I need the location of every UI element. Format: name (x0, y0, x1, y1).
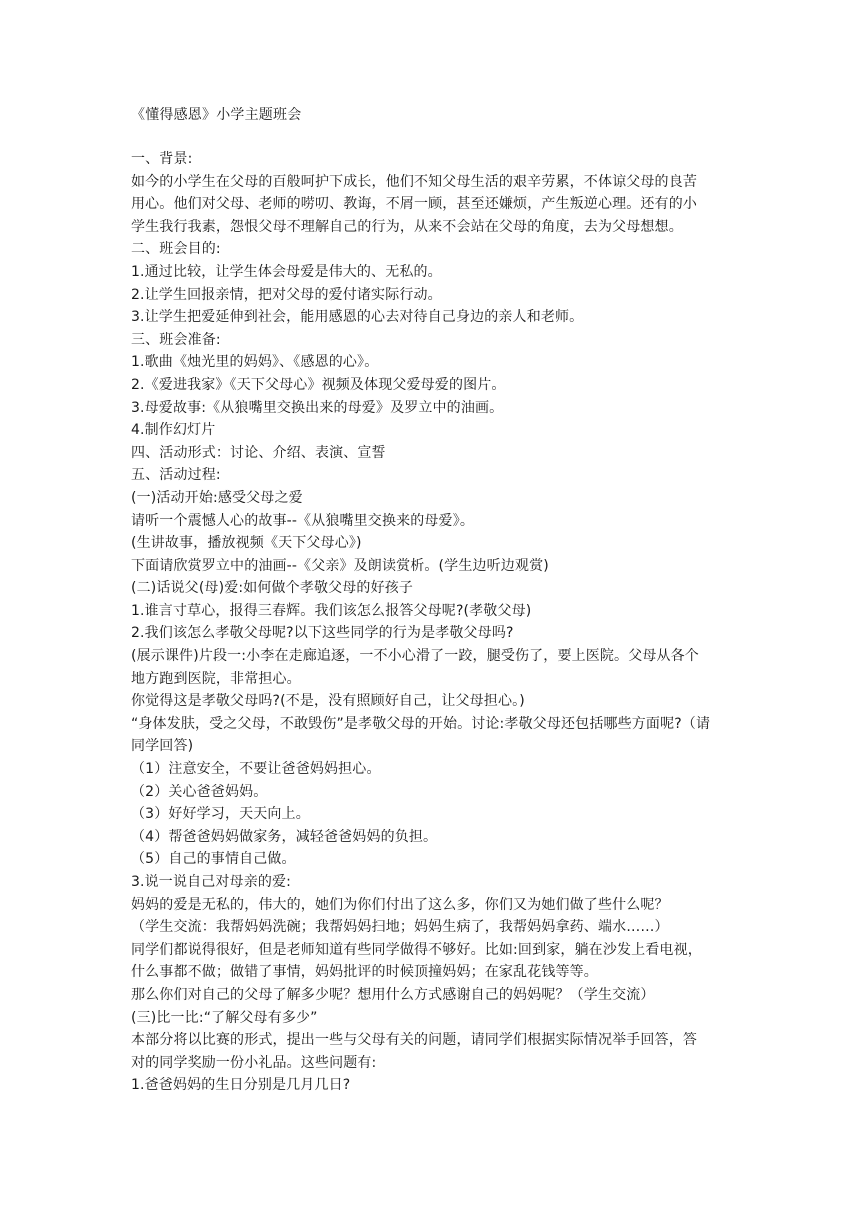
text-line: （学生交流：我帮妈妈洗碗；我帮妈妈扫地；妈妈生病了，我帮妈妈拿药、端水……） (131, 919, 669, 936)
text-line: 那么你们对自己的父母了解多少呢？想用什么方式感谢自己的妈妈呢？（学生交流） (131, 986, 655, 1003)
text-line: 2.我们该怎么孝敬父母呢?以下这些同学的行为是孝敬父母吗? (131, 625, 514, 642)
text-line: 同学们都说得很好，但是老师知道有些同学做得不够好。比如:回到家，躺在沙发上看电视， (131, 941, 702, 958)
text-line: (一)活动开始:感受父母之爱 (131, 489, 303, 506)
text-line: 学生我行我素，怨恨父母不理解自己的行为，从来不会站在父母的角度，去为父母想想。 (131, 218, 683, 235)
text-line: (二)话说父(母)爱:如何做个孝敬父母的好孩子 (131, 580, 414, 597)
text-line: 下面请欣赏罗立中的油画--《父亲》及朗读赏析。(学生边听边观赏) (131, 557, 549, 574)
text-line: 如今的小学生在父母的百般呵护下成长，他们不知父母生活的艰辛劳累，不体谅父母的良苦 (131, 173, 697, 190)
text-line: 什么事都不做；做错了事情，妈妈批评的时候顶撞妈妈；在家乱花钱等等。 (131, 964, 598, 981)
text-line: 妈妈的爱是无私的，伟大的，她们为你们付出了这么多，你们又为她们做了些什么呢？ (131, 896, 669, 913)
text-line: 3.母爱故事:《从狼嘴里交换出来的母爱》及罗立中的油画。 (131, 399, 504, 416)
text-line: （4）帮爸爸妈妈做家务，减轻爸爸妈妈的负担。 (131, 828, 438, 845)
text-line: (展示课件)片段一:小李在走廊追逐，一不小心滑了一跤，腿受伤了，要上医院。父母从各个 (131, 648, 699, 665)
text-line: 同学回答) (131, 738, 194, 755)
text-line: 三、班会准备: (131, 331, 221, 348)
text-line: 一、背景: (131, 151, 193, 167)
document-body (131, 148, 735, 1097)
text-line: (生讲故事，播放视频《天下父母心》) (131, 535, 362, 552)
text-line: “身体发肤，受之父母，不敢毁伤”是孝敬父母的开始。讨论:孝敬父母还包括哪些方面呢?（请 (131, 715, 711, 732)
text-line: 3.让学生把爱延伸到社会，能用感恩的心去对待自己身边的亲人和老师。 (131, 309, 584, 326)
text-line: （5）自己的事情自己做。 (131, 851, 296, 868)
text-line: 2.《爱进我家》《天下父母心》视频及体现父爱母爱的图片。 (131, 376, 506, 393)
text-line: 本部分将以比赛的形式，提出一些与父母有关的问题，请同学们根据实际情况举手回答，答 (131, 1032, 697, 1049)
text-line: 对的同学奖励一份小礼品。这些问题有: (131, 1054, 377, 1071)
text-line: 4.制作幻灯片 (131, 422, 216, 439)
text-line: 1.通过比较，让学生体会母爱是伟大的、无私的。 (131, 263, 442, 280)
text-line: 1.歌曲《烛光里的妈妈》、《感恩的心》。 (131, 354, 379, 371)
text-line: 3.说一说自己对母亲的爱: (131, 874, 292, 890)
text-line: 五、活动过程: (131, 467, 221, 484)
text-line: 请听一个震憾人心的故事--《从狼嘴里交换来的母爱》。 (131, 512, 475, 529)
text-line: 你觉得这是孝敬父母吗?(不是，没有照顾好自己，让父母担心。) (131, 693, 525, 710)
text-line: 2.让学生回报亲情，把对父母的爱付诸实际行动。 (131, 286, 442, 303)
text-line: 1.爸爸妈妈的生日分别是几月几日? (131, 1077, 351, 1094)
document-title: 《懂得感恩》小学主题班会 (131, 107, 302, 123)
text-line: 地方跑到医院，非常担心。 (131, 670, 301, 687)
text-line: （3）好好学习，天天向上。 (131, 806, 310, 823)
text-line: 二、班会目的: (131, 241, 221, 258)
text-line: 四、活动形式：讨论、介绍、表演、宣誓 (131, 444, 386, 461)
text-line: （1）注意安全，不要让爸爸妈妈担心。 (131, 761, 381, 778)
text-line: (三)比一比:“了解父母有多少” (131, 1009, 318, 1026)
text-line: 1.谁言寸草心，报得三春辉。我们该怎么报答父母呢?(孝敬父母) (131, 602, 532, 619)
text-line: （2）关心爸爸妈妈。 (131, 783, 268, 800)
text-line: 用心。他们对父母、老师的唠叨、教诲，不屑一顾，甚至还嫌烦，产生叛逆心理。还有的小 (131, 196, 697, 213)
